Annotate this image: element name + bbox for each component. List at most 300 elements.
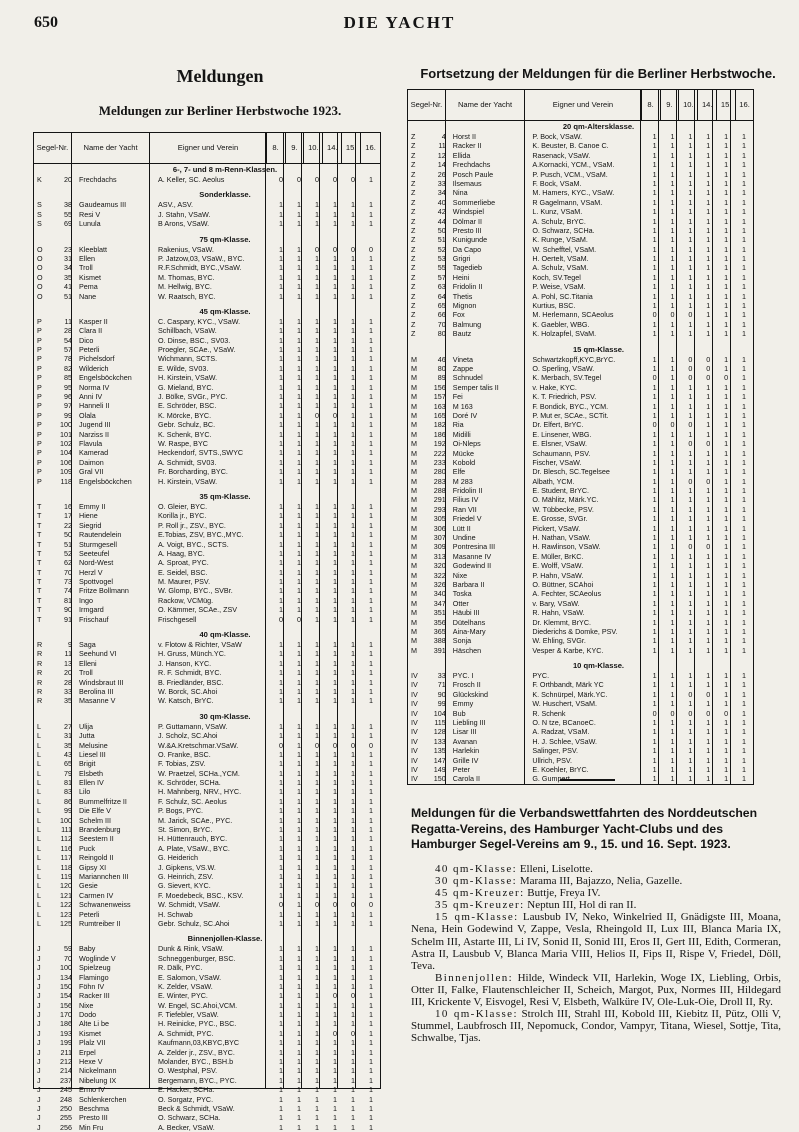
race-entry: 1 [369, 843, 373, 853]
race-entry: 1 [297, 345, 301, 355]
race-entry: 1 [315, 872, 319, 881]
table-row [408, 618, 753, 627]
sail-number: 117 [60, 853, 72, 863]
race-entry: 1 [351, 219, 355, 229]
race-entry: 1 [652, 225, 657, 235]
race-entry: 0 [333, 1028, 337, 1038]
owner-club: Kaufmann,03,KBYC,BYC [158, 1038, 240, 1048]
class-heading: 75 qm-Klasse. [199, 234, 251, 244]
race-entry: 1 [279, 373, 283, 383]
table-row [408, 292, 753, 301]
race-entry: 1 [369, 963, 373, 973]
owner-club: A. Plate, VSaW., BYC. [158, 843, 230, 853]
race-entry: 1 [652, 598, 657, 608]
owner-club: Ullrich, PSV. [532, 755, 573, 765]
owner-club: R Gagelmann, VSaM. [532, 197, 603, 207]
sail-number: 9 [68, 640, 72, 650]
race-entry: 0 [333, 900, 337, 910]
race-entry: 1 [670, 626, 675, 636]
race-entry: 1 [351, 1000, 355, 1010]
race-entry: 1 [724, 141, 729, 151]
race-entry: 0 [688, 310, 693, 320]
yacht-name: Kunigunde [452, 235, 488, 245]
sail-number: 43 [64, 749, 72, 759]
race-entry: 0 [688, 354, 693, 364]
owner-club: A. Fechter, SCAeolus [532, 589, 602, 599]
class-letter: M [411, 410, 417, 420]
class-letter: P [37, 476, 42, 486]
race-entry: 0 [706, 708, 711, 718]
race-entry: 1 [351, 768, 355, 778]
race-entry: 1 [333, 658, 337, 668]
race-entry: 1 [297, 457, 301, 467]
race-entry: 1 [297, 944, 301, 954]
race-entry: 0 [315, 900, 319, 910]
race-entry: 1 [742, 561, 747, 571]
race-entry: 1 [333, 862, 337, 872]
owner-club: R. Dälk, PYC. [158, 963, 203, 973]
class-letter: L [37, 909, 41, 919]
yacht-name: Berolina III [79, 686, 114, 696]
owner-club: Beck & Schmidt, VSaW. [158, 1103, 235, 1113]
race-entry: 1 [351, 586, 355, 596]
race-entry: 1 [706, 420, 711, 430]
owner-club: K. Mörcke, BYC. [158, 410, 212, 420]
class-heading: 30 qm-Klasse. [199, 711, 251, 721]
race-entry: 1 [279, 890, 283, 900]
race-entry: 1 [706, 272, 711, 282]
class-letter: J [37, 1094, 41, 1104]
owner-club: A. Voigt, BYC., SCTS. [158, 539, 229, 549]
owner-club: v. Flotow & Richter, VSaW [158, 640, 242, 650]
owner-club: Korilla jr., BYC. [158, 511, 207, 521]
race-entry: 1 [706, 392, 711, 402]
race-entry: 1 [333, 872, 337, 881]
race-entry: 1 [724, 291, 729, 301]
race-entry: 1 [724, 608, 729, 618]
race-entry: 1 [369, 918, 373, 928]
sail-number: 99 [437, 699, 446, 709]
class-letter: L [37, 740, 41, 750]
race-entry: 1 [652, 169, 657, 179]
race-entry: 1 [670, 301, 675, 311]
race-entry: 1 [742, 392, 747, 402]
owner-club: Vesper & Karbe, KYC. [532, 645, 604, 655]
table-row [34, 511, 380, 520]
race-entry: 1 [333, 263, 337, 273]
race-entry: 1 [742, 382, 747, 392]
race-entry: 1 [369, 677, 373, 687]
race-entry: 1 [652, 235, 657, 245]
class-letter: M [411, 542, 417, 552]
class-letter: T [37, 605, 42, 615]
race-entry: 1 [333, 881, 337, 891]
class-letter: S [37, 209, 42, 219]
owner-club: A. Zelder jr., ZSV., BYC. [158, 1047, 235, 1057]
race-entry: 1 [369, 881, 373, 891]
race-entry: 1 [652, 457, 657, 467]
race-entry: 1 [315, 438, 319, 448]
boat-list: Hilde, Windeck VII, Harlekin, Woge IX, Liebling, Orbis, Otter II, Falke, Flautenschleicher II, Scheich, Margot, Pux, Normes III, Hildegard III, Krickente V, Eisvogel, Resi V, Elsbeth, Walküre IV, Ole-Luk-Oie, Droll II, Ry. [411, 971, 781, 1009]
class-letter: P [37, 420, 42, 430]
table-row [34, 872, 380, 881]
race-entry: 1 [688, 244, 693, 254]
table-row [34, 741, 380, 750]
owner-club: R. Hahn, VSaW. [532, 608, 585, 618]
table-header [34, 133, 380, 164]
race-entry: 1 [724, 439, 729, 449]
race-entry: 1 [652, 401, 657, 411]
yacht-name: Ermo IV [79, 1085, 105, 1095]
yacht-name: Bub [452, 708, 466, 718]
race-entry: 1 [297, 1094, 301, 1104]
race-entry: 1 [670, 671, 675, 681]
yacht-name: Min Fru [79, 1122, 104, 1132]
race-entry: 1 [724, 448, 729, 458]
race-entry: 1 [652, 746, 657, 756]
class-letter: M [411, 589, 417, 599]
owner-club: J. Bölke, SVGr., PYC. [158, 392, 228, 402]
race-entry: 1 [742, 533, 747, 543]
race-entry: 1 [297, 640, 301, 650]
race-entry: 1 [279, 282, 283, 292]
race-entry: 0 [706, 439, 711, 449]
race-entry: 1 [688, 401, 693, 411]
table-row [34, 954, 380, 963]
race-entry: 1 [688, 329, 693, 339]
owner-club: O. Sorgatz, PYC. [158, 1094, 214, 1104]
race-entry: 1 [706, 188, 711, 198]
race-entry: 1 [369, 686, 373, 696]
sail-number: 51 [64, 291, 72, 301]
table-row [34, 558, 380, 567]
sail-number: 122 [60, 900, 72, 910]
yacht-name: Häubi III [452, 608, 480, 618]
table-row [408, 718, 753, 727]
sail-number: 125 [60, 918, 72, 928]
race-entry: 1 [351, 1057, 355, 1067]
race-entry: 1 [351, 731, 355, 741]
yacht-name: Emmy [452, 699, 474, 709]
yacht-name: Daimon [79, 457, 104, 467]
yacht-name: Häschen [452, 645, 482, 655]
race-entry: 1 [670, 392, 675, 402]
race-entry: 1 [369, 577, 373, 587]
table-row [408, 245, 753, 254]
race-entry: 1 [279, 963, 283, 973]
table-row [408, 680, 753, 689]
race-entry: 1 [351, 890, 355, 900]
race-entry: 1 [742, 589, 747, 599]
table-row [34, 568, 380, 577]
owner-club: A. Radzat, VSaM. [532, 727, 590, 737]
race-entry: 1 [652, 514, 657, 524]
class-letter: P [37, 363, 42, 373]
race-entry: 1 [315, 345, 319, 355]
yacht-name: Vineta [452, 354, 474, 364]
race-entry: 1 [351, 806, 355, 816]
race-entry: 1 [742, 363, 747, 373]
class-letter: T [37, 548, 42, 558]
class-letter: IV [411, 671, 418, 681]
race-entry: 1 [742, 636, 747, 646]
race-entry: 0 [279, 900, 283, 910]
yacht-name: Ria [452, 420, 464, 430]
owner-club: O. Westphal, PSV. [158, 1066, 218, 1076]
race-entry: 1 [742, 626, 747, 636]
class-letter: IV [411, 774, 418, 784]
col-day: 16. [365, 142, 376, 152]
table-row [34, 373, 380, 382]
yacht-name: Peterli [79, 909, 100, 919]
race-entry: 1 [315, 953, 319, 963]
class-letter: Z [411, 319, 416, 329]
owner-club: v. Hake, KYC. [532, 382, 577, 392]
race-entry: 1 [333, 953, 337, 963]
race-entry: 0 [688, 476, 693, 486]
race-entry: 1 [706, 225, 711, 235]
race-entry: 1 [279, 862, 283, 872]
race-entry: 1 [670, 746, 675, 756]
col-segel: Segel-Nr. [34, 133, 72, 163]
race-entry: 1 [279, 476, 283, 486]
yacht-name: Sonja [452, 636, 472, 646]
owner-club: Wichmann, SCTS. [158, 354, 218, 364]
race-entry: 1 [279, 457, 283, 467]
race-entry: 1 [279, 530, 283, 540]
race-entry: 1 [351, 558, 355, 568]
race-entry: 1 [315, 363, 319, 373]
owner-club: E. Student, BrYC. [532, 486, 590, 496]
class-letter: M [411, 617, 417, 627]
race-entry: 1 [670, 263, 675, 273]
race-entry: 1 [652, 244, 657, 254]
yacht-name: Flamingo [79, 972, 109, 982]
owner-club: O. Franke, BSC. [158, 749, 211, 759]
race-entry: 1 [706, 197, 711, 207]
race-entry: 0 [333, 244, 337, 254]
race-entry: 1 [742, 736, 747, 746]
class-letter: O [37, 291, 43, 301]
sail-number: 65 [437, 301, 446, 311]
sail-number: 86 [64, 796, 72, 806]
race-entry: 1 [724, 551, 729, 561]
table-row [408, 467, 753, 476]
race-entry: 1 [369, 953, 373, 963]
race-entry: 1 [652, 354, 657, 364]
race-entry: 1 [333, 787, 337, 797]
yacht-name: Grigri [452, 254, 471, 264]
race-entry: 1 [351, 953, 355, 963]
table-row [408, 179, 753, 188]
race-entry: 1 [297, 918, 301, 928]
race-entry: 1 [670, 680, 675, 690]
yacht-name: Racker II [452, 141, 482, 151]
owner-club: O. Sperling, VSaW. [532, 363, 595, 373]
yacht-name: Elsbeth [79, 768, 103, 778]
race-entry: 1 [742, 514, 747, 524]
col-day: 8. [642, 90, 661, 120]
race-entry: 1 [351, 963, 355, 973]
verband-paragraph [411, 972, 781, 1008]
table-row [34, 668, 380, 677]
race-entry: 1 [652, 774, 657, 784]
race-entry: 1 [369, 658, 373, 668]
table-row [34, 540, 380, 549]
race-entry: 1 [369, 1085, 373, 1095]
sail-number: 50 [437, 225, 446, 235]
race-entry: 1 [369, 696, 373, 706]
owner-club: W. Schefftel, VSaM. [532, 244, 597, 254]
race-entry: 1 [279, 696, 283, 706]
yacht-name: Semper talis II [452, 382, 499, 392]
race-entry: 1 [670, 467, 675, 477]
owner-club: W. Praetzel, SCHa.,YCM. [158, 768, 240, 778]
race-entry: 1 [724, 680, 729, 690]
owner-club: E. Salomon, VSaW. [158, 972, 222, 982]
race-entry: 1 [652, 680, 657, 690]
race-entry: 1 [333, 438, 337, 448]
race-entry: 1 [315, 586, 319, 596]
race-entry: 1 [297, 595, 301, 605]
yacht-name: Masanne IV [452, 551, 492, 561]
race-entry: 1 [724, 736, 729, 746]
class-letter: L [37, 796, 41, 806]
yacht-name: Schwanenweiss [79, 900, 131, 910]
sail-number: 104 [433, 708, 446, 718]
race-entry: 1 [351, 1122, 355, 1132]
class-letter: M [411, 363, 417, 373]
race-entry: 1 [333, 429, 337, 439]
race-entry: 1 [652, 617, 657, 627]
race-entry: 1 [688, 636, 693, 646]
race-entry: 1 [351, 457, 355, 467]
owner-club: O. N tze, BCanoeC. [532, 718, 596, 728]
race-entry: 1 [706, 551, 711, 561]
sail-number: 11 [64, 649, 72, 659]
owner-club: L. Kunz, VSaM. [532, 207, 583, 217]
owner-club: H. Nathan, VSaW. [532, 533, 591, 543]
owner-club: J. Hanson, KYC. [158, 658, 212, 668]
race-entry: 1 [315, 448, 319, 458]
sail-number: 256 [60, 1122, 72, 1132]
race-entry: 1 [742, 439, 747, 449]
class-letter: Z [411, 329, 416, 339]
sail-number: 222 [433, 448, 446, 458]
race-entry: 1 [670, 636, 675, 646]
race-entry: 1 [297, 1103, 301, 1113]
yacht-name: Ulija [79, 721, 93, 731]
race-entry: 1 [297, 890, 301, 900]
race-entry: 1 [742, 708, 747, 718]
race-entry: 1 [279, 806, 283, 816]
race-entry: 1 [369, 605, 373, 615]
race-entry: 1 [279, 520, 283, 530]
class-letter: O [37, 282, 43, 292]
race-entry: 1 [279, 815, 283, 825]
race-entry: 1 [369, 1000, 373, 1010]
race-entry: 1 [351, 834, 355, 844]
yacht-name: Balmung [452, 319, 482, 329]
owner-club: Molander, BYC., BSH.b [158, 1057, 234, 1067]
race-entry: 1 [652, 765, 657, 774]
owner-club: ASV., ASV. [158, 200, 194, 210]
table-row [408, 151, 753, 160]
class-letter: M [411, 354, 417, 364]
yacht-name: Olala [79, 410, 96, 420]
owner-club: W. Raspe, BYC [158, 438, 208, 448]
race-entry: 1 [652, 579, 657, 589]
owner-club: H. Mahnberg, NRV., HYC. [158, 787, 242, 797]
race-entry: 1 [351, 200, 355, 210]
class-letter: IV [411, 689, 418, 699]
table-row [408, 671, 753, 680]
race-entry: 1 [315, 316, 319, 326]
class-letter: Z [411, 282, 416, 292]
race-entry: 1 [688, 301, 693, 311]
race-entry: 1 [706, 319, 711, 329]
race-entry: 1 [670, 197, 675, 207]
race-entry: 1 [706, 132, 711, 141]
yacht-name: Puck [79, 843, 95, 853]
class-letter: J [37, 953, 41, 963]
class-letter: IV [411, 708, 418, 718]
sail-number: 78 [64, 354, 72, 364]
owner-club: P. Hahn, VSaW. [532, 570, 584, 580]
race-entry: 1 [742, 310, 747, 320]
race-entry: 1 [297, 567, 301, 577]
race-entry: 1 [297, 373, 301, 383]
race-entry: 1 [742, 774, 747, 784]
race-entry: 1 [351, 853, 355, 863]
class-letter: M [411, 645, 417, 655]
table-row [34, 1057, 380, 1066]
sail-number: 91 [64, 614, 72, 624]
race-entry: 1 [279, 677, 283, 687]
race-entry: 1 [369, 253, 373, 263]
yacht-name: Fox [452, 310, 465, 320]
owner-club: P. Jatzow,03, VSaW., BYC. [158, 253, 245, 263]
yacht-name: Windspiel [452, 207, 484, 217]
race-entry: 0 [724, 373, 729, 383]
race-entry: 1 [369, 558, 373, 568]
race-entry: 1 [297, 438, 301, 448]
table-row [34, 615, 380, 624]
race-entry: 1 [724, 429, 729, 439]
owner-club: O. Büttner, SCAhoi [532, 579, 594, 589]
race-entry: 1 [369, 382, 373, 392]
class-letter: L [37, 890, 41, 900]
sail-number: 250 [60, 1103, 72, 1113]
class-letter: T [37, 520, 42, 530]
yacht-name: Pema [79, 282, 98, 292]
race-entry: 1 [369, 420, 373, 430]
sail-number: 120 [60, 881, 72, 891]
race-entry: 1 [351, 796, 355, 806]
table-row [34, 678, 380, 687]
race-entry: 1 [652, 689, 657, 699]
race-entry: 1 [279, 354, 283, 364]
sail-number: 118 [60, 476, 72, 486]
class-letter: P [37, 467, 42, 477]
sail-number: 182 [433, 420, 446, 430]
class-letter: T [37, 530, 42, 540]
yacht-name: Friedel V [452, 514, 482, 524]
race-entry: 1 [688, 551, 693, 561]
yacht-name: Gral VII [79, 467, 104, 477]
race-entry: 1 [279, 918, 283, 928]
yacht-name: Grille IV [452, 755, 479, 765]
